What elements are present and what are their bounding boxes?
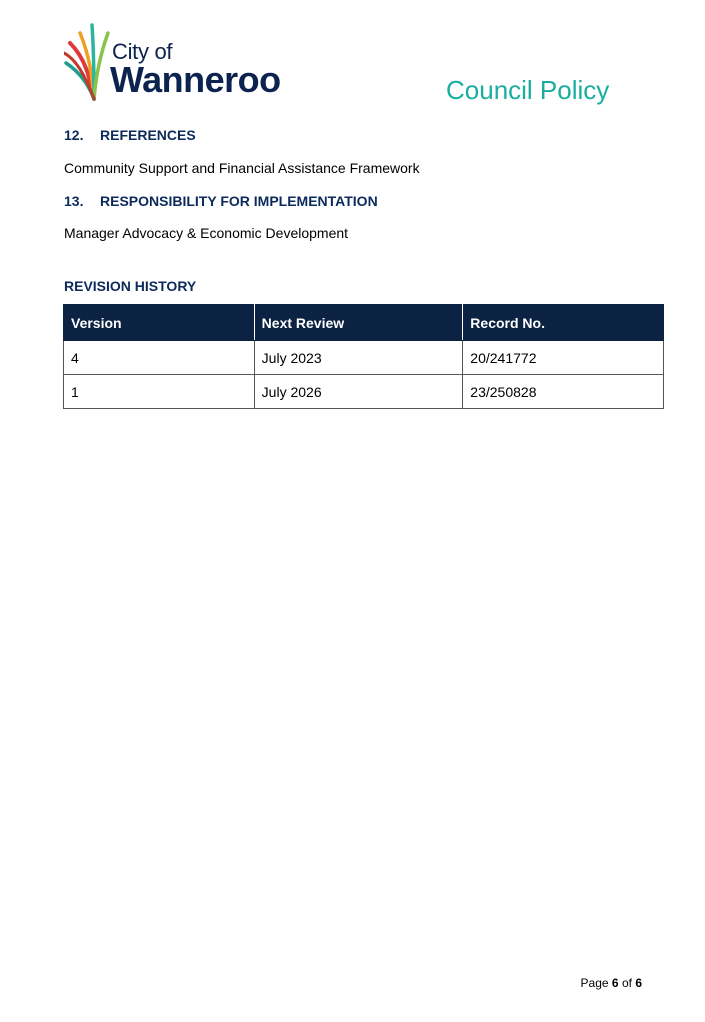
total-page-number: 6 [635,976,642,990]
logo-wanneroo-text: Wanneroo [110,59,281,100]
cell-version: 1 [64,375,255,409]
table-row [64,341,664,375]
cell-version: 4 [64,341,255,375]
section-title: RESPONSIBILITY FOR IMPLEMENTATION [100,193,378,209]
page-label: Page [580,976,609,990]
document-type-title: Council Policy [446,75,610,105]
section-body-responsibility: Manager Advocacy & Economic Development [64,225,349,241]
revision-history-table [63,304,664,409]
column-header-next-review: Next Review [254,305,463,341]
section-heading-references [64,127,196,143]
column-header-version: Version [64,305,255,341]
cell-next-review: July 2023 [254,341,463,375]
of-label: of [621,976,632,990]
section-number: 12. [64,127,84,143]
table-header-row [64,305,664,341]
current-page-number: 6 [611,976,619,990]
page-footer [581,976,642,990]
table-row [64,375,664,409]
logo-city-text: City of [112,39,173,64]
cell-record-no: 23/250828 [463,375,664,409]
section-number: 13. [64,193,84,209]
revision-history-title: REVISION HISTORY [64,278,197,294]
section-body-references: Community Support and Financial Assistance Framework [64,160,420,176]
wanneroo-leaf-icon [64,19,114,101]
city-of-wanneroo-logo [64,19,294,101]
cell-next-review: July 2026 [254,375,463,409]
section-heading-responsibility [64,193,378,209]
cell-record-no: 20/241772 [463,341,664,375]
section-title: REFERENCES [100,127,196,143]
column-header-record-no: Record No. [463,305,664,341]
